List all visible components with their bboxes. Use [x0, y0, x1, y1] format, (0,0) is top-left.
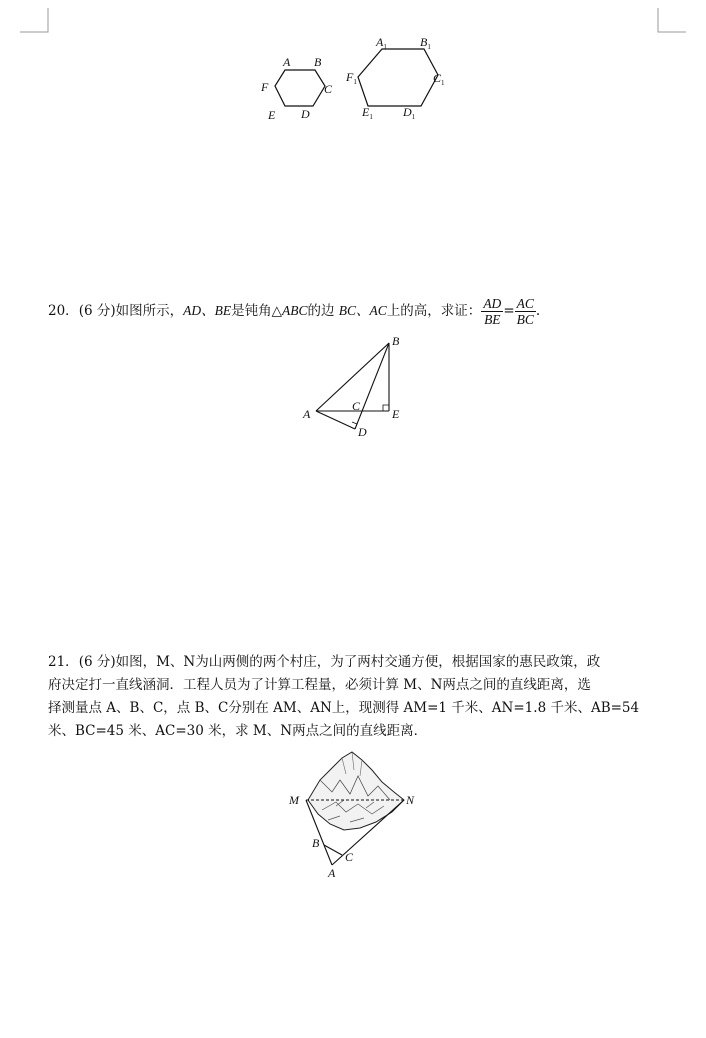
mtn-label-c: C — [345, 850, 354, 864]
mountain-figure — [280, 740, 420, 880]
small-label-c: C — [324, 82, 333, 96]
small-label-a: A — [283, 55, 291, 69]
small-label-e: E — [268, 108, 276, 122]
q20-end: . — [535, 303, 541, 319]
mtn-label-a: A — [328, 866, 336, 880]
q20-fraction-2: $\frac{AC}{BC}$ — [516, 296, 534, 327]
q21-line-1: 21．(6 分)如图，M、N为山两侧的两个村庄，为了两村交通方便，根据国家的惠民政策，政 — [48, 654, 601, 670]
q20-text-d: 上的高，求证： — [386, 303, 482, 319]
mtn-label-m: M — [289, 793, 299, 807]
q20-score: (6 分) — [78, 303, 116, 319]
crop-mark-right — [656, 8, 686, 34]
q20-fraction-1: $\frac{AD}{BE}$ — [483, 296, 502, 327]
large-hexagon — [358, 49, 438, 106]
small-label-f: F — [261, 80, 269, 94]
small-label-b: B — [314, 55, 322, 69]
tri-label-b: B — [392, 334, 400, 348]
small-label-d: D — [301, 107, 310, 121]
tri-label-e: E — [392, 407, 400, 421]
q20-text-b: 是钝角△ — [231, 303, 282, 319]
question-21 — [48, 651, 678, 743]
mountain-shape — [308, 752, 404, 830]
small-hexagon — [275, 70, 325, 106]
large-label-e: $E_1$ — [362, 105, 373, 121]
question-20 — [48, 296, 668, 327]
q21-line-2: 府决定打一直线涵洞．工程人员为了计算工程量，必须计算 M、N两点之间的直线距离，选 — [48, 677, 591, 693]
q21-line-4: 米、BC=45 米、AC=30 米，求 M、N两点之间的直线距离． — [48, 723, 428, 739]
q20-bc-ac: BC、AC — [338, 303, 387, 318]
large-label-b: $B_1$ — [420, 35, 431, 51]
q20-text-a: 如图所示， — [115, 303, 184, 319]
q21-line-3: 择测量点 A、B、C，点 B、C分别在 AM、AN上，现测得 AM=1 千米、AN=1.8 千米、AB=54 — [48, 700, 640, 716]
mtn-label-b: B — [312, 836, 320, 850]
q20-text-c: 的边 — [307, 303, 339, 319]
tri-label-c: C — [352, 399, 361, 413]
large-label-f: $F_1$ — [346, 70, 357, 86]
q20-abc: ABC — [282, 303, 308, 318]
crop-mark-left — [20, 8, 50, 34]
mtn-label-n: N — [406, 793, 415, 807]
q20-ad-be: AD、BE — [183, 303, 232, 318]
hexagon-figure — [250, 30, 460, 125]
large-label-c: $C_1$ — [433, 71, 445, 87]
tri-label-a: A — [303, 407, 311, 421]
large-label-d: $D_1$ — [403, 105, 416, 121]
q20-equals: = — [503, 303, 515, 319]
triangle-figure — [298, 332, 408, 442]
tri-label-d: D — [358, 425, 367, 439]
q20-number: 20． — [48, 303, 79, 319]
large-label-a: $A_1$ — [376, 35, 387, 51]
